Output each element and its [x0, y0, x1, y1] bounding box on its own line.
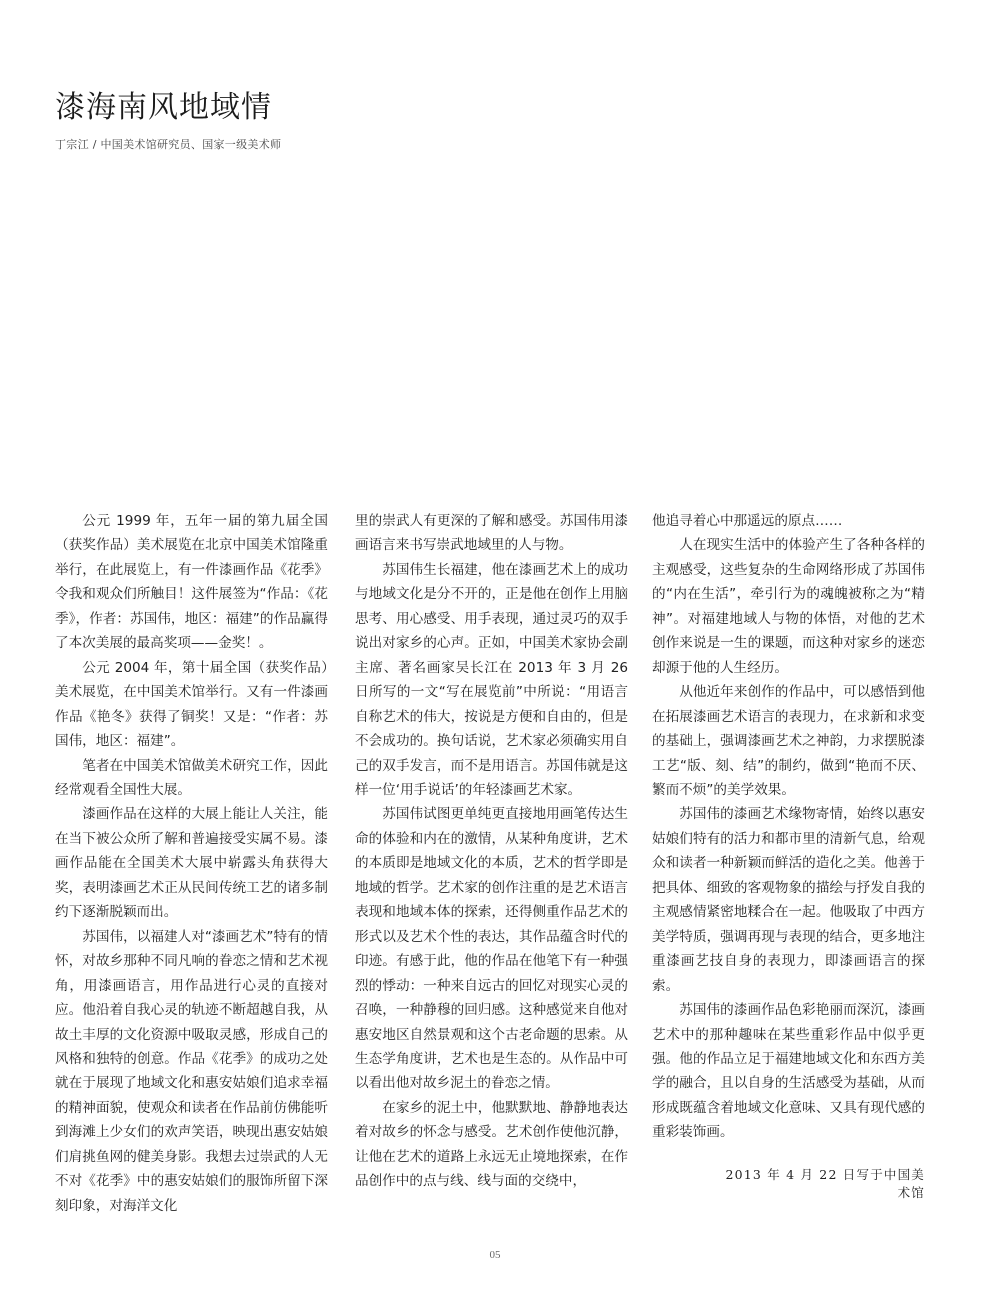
paragraph: 公元 2004 年，第十届全国（获奖作品）美术展览，在中国美术馆举行。又有一件漆画作品《艳冬》获得了铜奖！又是：“作者：苏国伟，地区：福建”。 — [55, 659, 328, 750]
page-number: 05 — [489, 1249, 501, 1261]
paragraph: 笔者在中国美术馆做美术研究工作，因此经常观看全国性大展。 — [55, 757, 328, 798]
column-2 — [355, 509, 628, 1194]
paragraph: 苏国伟试图更单纯更直接地用画笔传达生命的体验和内在的激情，从某种角度讲，艺术的本质即是地域文化的本质，艺术的哲学即是地域的哲学。艺术家的创作注重的是艺术语言表现和地域本体的探索，还得侧重作品艺术的形式以及艺术个性的表达，其作品蕴含时代的印迹。有感于此，他的作品在他笔下有一种强烈的悸动：一种来自远古的回忆对现实心灵的召唤，一种静穆的回归感。这种感觉来自他对惠安地区自然景观和这个古老命题的思索。从生态学角度讲，艺术也是生态的。从作品中可以看出他对故乡泥土的眷恋之情。 — [355, 806, 628, 1092]
paragraph: 苏国伟的漆画艺术缘物寄情，始终以惠安姑娘们特有的活力和都市里的清新气息，给观众和读者一种新颖而鲜活的造化之美。他善于把具体、细致的客观物象的描绘与抒发自我的主观感情紧密地糅合在一起。他吸取了中西方美学特质，强调再现与表现的结合，更多地注重漆画艺技自身的表现力，即漆画语言的探索。 — [652, 806, 925, 994]
article-body — [55, 509, 925, 1229]
paragraph: 公元 1999 年，五年一届的第九届全国（获奖作品）美术展览在北京中国美术馆隆重举行，在此展览上，有一件漆画作品《花季》令我和观众们所触目！这件展签为“作品：《花季》，作者：苏国伟，地区：福建”的作品赢得了本次美展的最高奖项——金奖！。 — [55, 513, 328, 652]
paragraph-continued: 他追寻着心中那遥远的原点…… — [652, 513, 843, 529]
author-byline: 丁宗江 / 中国美术馆研究员、国家一级美术师 — [55, 138, 282, 151]
paragraph-continued: 里的崇武人有更深的了解和感受。苏国伟用漆画语言来书写崇武地域里的人与物。 — [355, 513, 628, 554]
column-3 — [652, 509, 925, 1145]
article-title: 漆海南风地域情 — [55, 90, 272, 125]
column-1 — [55, 509, 328, 1218]
paragraph: 苏国伟的漆画作品色彩艳丽而深沉，漆画艺术中的那种趣味在某些重彩作品中似乎更强。他的作品立足于福建地域文化和东西方美学的融合，且以自身的生活感受为基础，从而形成既蕴含着地域文化意味、又具有现代感的重彩装饰画。 — [652, 1002, 925, 1141]
paragraph: 苏国伟生长福建，他在漆画艺术上的成功与地域文化是分不开的，正是他在创作上用脑思考、用心感受、用手表现，通过灵巧的双手说出对家乡的心声。正如，中国美术家协会副主席、著名画家吴长江在 2013 年 3 月 26 日所写的一文“写在展览前”中所说：“用语言自称艺术的伟大，按说是方便和自由的，但是不会成功的。换句话说，艺术家必须确实用自己的双手发言，而不是用语言。苏国伟就是这样一位‘用手说话’的年轻漆画艺术家。 — [355, 561, 628, 798]
paragraph: 人在现实生活中的体验产生了各种各样的主观感受，这些复杂的生命网络形成了苏国伟的“内在生活”，牵引行为的魂魄被称之为“精神”。对福建地域人与物的体悟，对他的艺术创作来说是一生的课题，而这种对家乡的迷恋却源于他的人生经历。 — [652, 537, 925, 676]
paragraph: 在家乡的泥土中，他默默地、静静地表达着对故乡的怀念与感受。艺术创作使他沉静，让他在艺术的道路上永远无止境地探索，在作品创作中的点与线、线与面的交绕中， — [355, 1099, 628, 1190]
paragraph: 漆画作品在这样的大展上能让人关注，能在当下被公众所了解和普遍接受实属不易。漆画作品能在全国美术大展中崭露头角获得大奖，表明漆画艺术正从民间传统工艺的诸多制约下逐渐脱颖而出。 — [55, 806, 328, 921]
signature-date-line: 2013 年 4 月 22 日写于中国美术馆 — [725, 1167, 925, 1200]
paragraph: 苏国伟，以福建人对“漆画艺术”特有的情怀，对故乡那种不同凡响的眷恋之情和艺术视角，用漆画语言，用作品进行心灵的直接对应。他沿着自我心灵的轨迹不断超越自我，从故土丰厚的文化资源中吸取灵感，形成自己的风格和独特的创意。作品《花季》的成功之处就在于展现了地域文化和惠安姑娘们追求幸福的精神面貌，使观众和读者在作品前仿佛能听到海滩上少女们的欢声笑语，映现出惠安姑娘们肩挑鱼网的健美身影。我想去过崇武的人无不对《花季》中的惠安姑娘们的服饰所留下深刻印象，对海洋文化 — [55, 928, 328, 1214]
paragraph: 从他近年来创作的作品中，可以感悟到他在拓展漆画艺术语言的表现力，在求新和求变的基础上，强调漆画艺术之神韵，力求摆脱漆工艺“版、刻、结”的制约，做到“艳而不厌、繁而不烦”的美学效果。 — [652, 684, 925, 798]
